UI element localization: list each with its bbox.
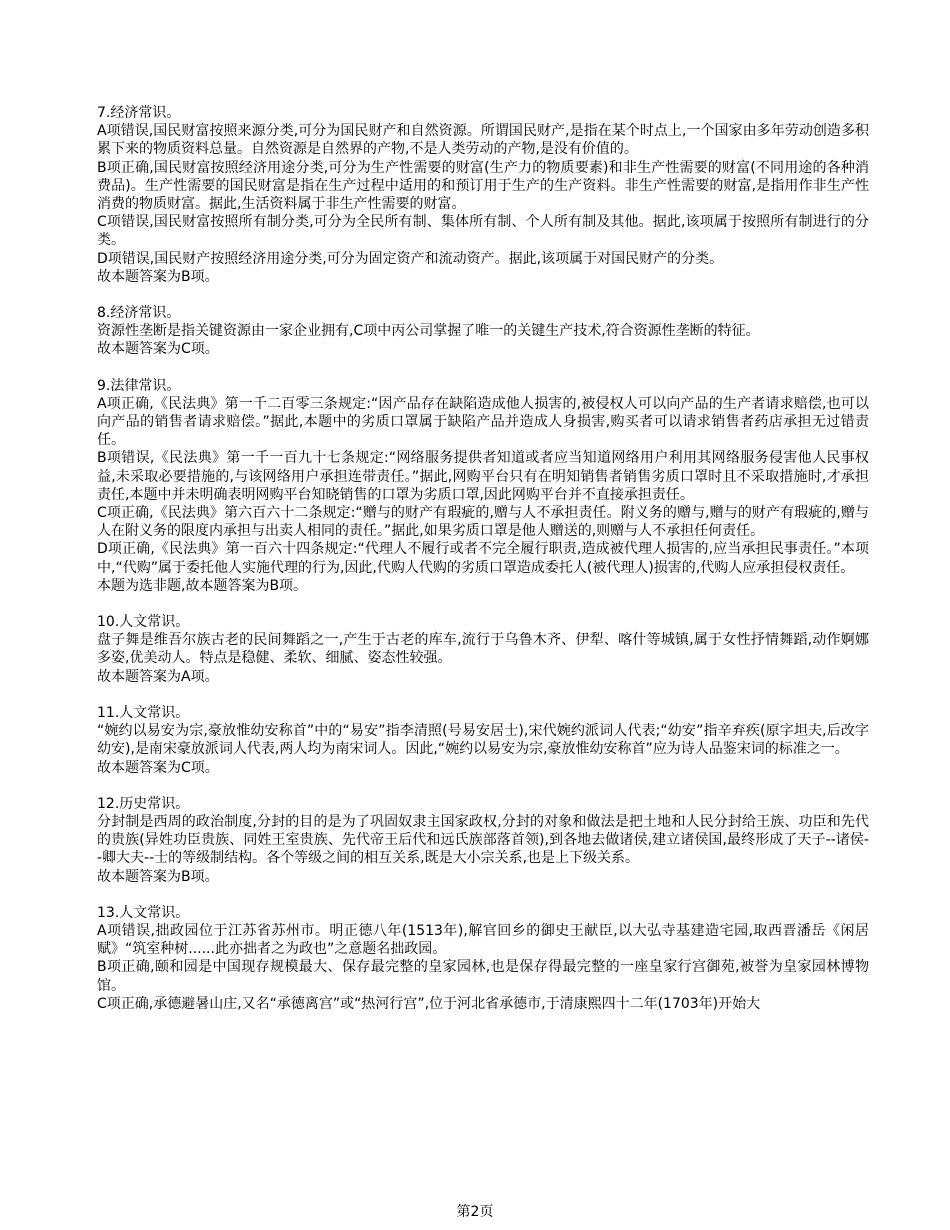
- question-section: [97, 704, 869, 777]
- section-title: 9.法律常识。: [97, 377, 181, 394]
- section-paragraph: B项正确,国民财富按照经济用途分类,可分为生产性需要的财富(生产力的物质要素)和非生产性需要的财富(不同用途的各种消费品)。生产性需要的国民财富是指在生产过程中适用的和预订用于生产的生产资料。非生产性需要的财富,是指用作非生产性消费的物质财富。据此,生活资料属于非生产性需要的财富。: [97, 159, 869, 213]
- section-paragraph: D项正确,《民法典》第一百六十四条规定:“代理人不履行或者不完全履行职责,造成被代理人损害的,应当承担民事责任。”本项中,“代购”属于委托他人实施代理的行为,因此,代购人代购的劣质口罩造成委托人(被代理人)损害的,代购人应承担侵权责任。: [97, 541, 869, 576]
- section-paragraph: “婉约以易安为宗,豪放惟幼安称首”中的“易安”指李清照(号易安居士),宋代婉约派词人代表;“幼安”指辛弃疾(原字坦夫,后改字幼安),是南宋豪放派词人代表,两人均为南宋词人。因此,“婉约以易安为宗,豪放惟幼安称首”应为诗人品鉴宋词的标准之一。: [97, 723, 869, 758]
- section-title: 8.经济常识。: [97, 305, 181, 322]
- section-paragraph: A项错误,国民财富按照来源分类,可分为国民财产和自然资源。所谓国民财产,是指在某个时点上,一个国家由多年劳动创造多积累下来的物质资料总量。自然资源是自然界的产物,不是人类劳动的产物,是没有价值的。: [97, 123, 869, 158]
- section-paragraph: C项错误,国民财富按照所有制分类,可分为全民所有制、集体所有制、个人所有制及其他。据此,该项属于按照所有制进行的分类。: [97, 214, 869, 249]
- page-number: 第2页: [456, 1204, 494, 1220]
- question-section: [97, 377, 869, 595]
- section-title: 7.经济常识。: [97, 105, 181, 121]
- section-paragraph: 资源性垄断是指关键资源由一家企业拥有,C项中丙公司掌握了唯一的关键生产技术,符合资源性垄断的特征。: [97, 323, 760, 340]
- question-section: [97, 104, 869, 286]
- section-title: 10.人文常识。: [97, 614, 190, 631]
- section-paragraph: C项正确,《民法典》第六百六十二条规定:“赠与的财产有瑕疵的,赠与人不承担责任。附义务的赠与,赠与的财产有瑕疵的,赠与人在附义务的限度内承担与出卖人相同的责任。”据此,如果劣质口罩是他人赠送的,则赠与人不承担任何责任。: [97, 505, 869, 540]
- question-section: [97, 613, 869, 686]
- section-title: 13.人文常识。: [97, 904, 190, 921]
- section-paragraph: 本题为选非题,故本题答案为B项。: [97, 577, 308, 594]
- section-paragraph: 分封制是西周的政治制度,分封的目的是为了巩固奴隶主国家政权,分封的对象和做法是把土地和人民分封给王族、功臣和先代的贵族(异姓功臣贵族、同姓王室贵族、先代帝王后代和远氏族部落首领),到各地去做诸侯,建立诸侯国,最终形成了天子--诸侯--卿大夫--士的等级制结构。各个等级之间的相互关系,既是大小宗关系,也是上下级关系。: [97, 813, 869, 867]
- question-section: [97, 795, 869, 886]
- document-body: [97, 104, 869, 1031]
- section-paragraph: 故本题答案为C项。: [97, 759, 219, 776]
- section-paragraph: D项错误,国民财产按照经济用途分类,可分为固定资产和流动资产。据此,该项属于对国民财产的分类。: [97, 250, 724, 267]
- section-paragraph: A项正确,《民法典》第一千二百零三条规定:“因产品存在缺陷造成他人损害的,被侵权人可以向产品的生产者请求赔偿,也可以向产品的销售者请求赔偿。”据此,本题中的劣质口罩属于缺陷产品并造成人身损害,购买者可以请求销售者药店承担无过错责任。: [97, 395, 869, 449]
- section-paragraph: B项正确,颐和园是中国现存规模最大、保存最完整的皇家园林,也是保存得最完整的一座皇家行宫御苑,被誉为皇家园林博物馆。: [97, 959, 869, 994]
- section-paragraph: 故本题答案为B项。: [97, 868, 219, 885]
- section-paragraph: C项正确,承德避暑山庄,又名“承德离宫”或“热河行宫”,位于河北省承德市,于清康熙四十二年(1703年)开始大: [97, 995, 761, 1012]
- section-paragraph: 故本题答案为B项。: [97, 268, 219, 285]
- section-title: 11.人文常识。: [97, 704, 190, 721]
- section-paragraph: 故本题答案为A项。: [97, 668, 219, 685]
- question-section: [97, 304, 869, 359]
- section-paragraph: 故本题答案为C项。: [97, 341, 219, 358]
- section-paragraph: B项错误,《民法典》第一千一百九十七条规定:“网络服务提供者知道或者应当知道网络用户利用其网络服务侵害他人民事权益,未采取必要措施的,与该网络用户承担连带责任。”据此,网购平台只有在明知销售者销售劣质口罩时且不采取措施时,才承担责任,本题中并未明确表明网购平台知晓销售的口罩为劣质口罩,因此网购平台并不直接承担责任。: [97, 450, 869, 503]
- section-paragraph: A项错误,拙政园位于江苏省苏州市。明正德八年(1513年),解官回乡的御史王献臣,以大弘寺基建造宅园,取西晋潘岳《闲居赋》“筑室种树......此亦拙者之为政也”之意题名拙政园。: [97, 922, 869, 958]
- question-section: [97, 904, 869, 1013]
- section-paragraph: 盘子舞是维吾尔族古老的民间舞蹈之一,产生于古老的库车,流行于乌鲁木齐、伊犁、喀什等城镇,属于女性抒情舞蹈,动作婀娜多姿,优美动人。特点是稳健、柔软、细腻、姿态性较强。: [97, 632, 869, 667]
- section-title: 12.历史常识。: [97, 795, 190, 812]
